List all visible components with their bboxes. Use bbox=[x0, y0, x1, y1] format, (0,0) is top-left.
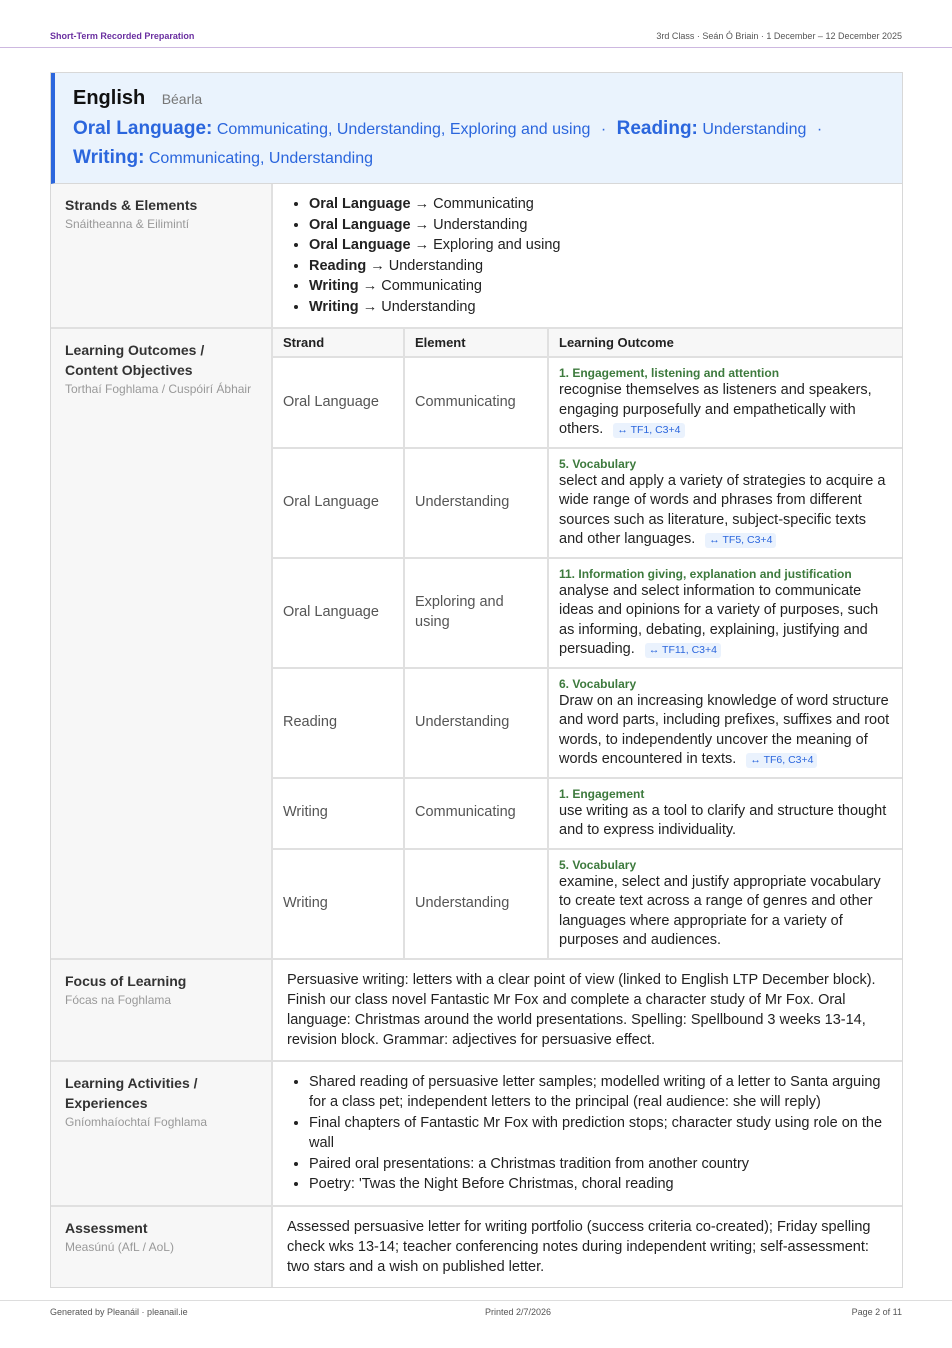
curriculum-link-badge: ↔ TF5, C3+4 bbox=[705, 533, 776, 548]
outcome-cell bbox=[548, 558, 902, 668]
strands-row bbox=[51, 184, 902, 328]
strand-cell: Oral Language bbox=[273, 448, 404, 558]
curriculum-link-badge: ↔ TF11, C3+4 bbox=[645, 643, 721, 658]
table-row bbox=[273, 778, 902, 849]
outcome-cell bbox=[548, 849, 902, 958]
element-cell: Understanding bbox=[404, 448, 548, 558]
element-cell: Communicating bbox=[404, 357, 548, 448]
page-header bbox=[0, 0, 952, 48]
outcome-text: Draw on an increasing knowledge of word structure and word parts, including prefixes, suffixes and root words, to independently uncover the meaning of words encountered in texts. bbox=[559, 692, 890, 767]
outcome-cell bbox=[548, 778, 902, 849]
outcome-title: 1. Engagement, listening and attention bbox=[559, 366, 780, 380]
section-label-irish: Snáitheanna & Eilimintí bbox=[65, 217, 190, 231]
section-label-irish: Fócas na Foghlama bbox=[65, 992, 172, 1007]
list-item: • Poetry: 'Twas the Night Before Christmas, choral reading bbox=[309, 1174, 888, 1195]
strand-element-list bbox=[287, 194, 888, 317]
outcome-cell bbox=[548, 448, 902, 558]
separator: · bbox=[816, 121, 823, 138]
section-label-irish: Torthaí Foghlama / Cuspóirí Ábhair bbox=[65, 382, 252, 396]
section-label: Focus of Learning bbox=[65, 972, 187, 989]
section-label: Strands & Elements bbox=[65, 197, 198, 213]
strand-cell: Oral Language bbox=[273, 558, 404, 668]
table-row bbox=[273, 849, 902, 958]
element-cell: Communicating bbox=[404, 778, 548, 849]
subject-header bbox=[51, 73, 902, 184]
list-item: • Shared reading of persuasive letter samples; modelled writing of a letter to Santa arguing for a class pet; independent letters to the principal (real audience: she will reply) bbox=[309, 1072, 888, 1113]
learning-outcomes-table bbox=[273, 329, 902, 958]
column-header-strand: Strand bbox=[273, 329, 404, 357]
section-label: Assessment bbox=[65, 1219, 148, 1236]
assessment-row bbox=[51, 1206, 902, 1287]
focus-text: Persuasive writing: letters with a clear point of view (linked to English LTP December block). Finish our class novel Fantastic Mr Fox and complete a character study of Mr Fox. Oral language: Christmas around the world presentations. Spelling: Spellbound 3 weeks 13-14, revision block. Grammar: adjectives for persuasive effect. bbox=[272, 959, 902, 1061]
strand-elements: Communicating, Understanding, Exploring and using bbox=[216, 121, 591, 138]
element-cell: Understanding bbox=[404, 849, 548, 958]
curriculum-link-badge: ↔ TF6, C3+4 bbox=[746, 753, 817, 768]
list-item: • Final chapters of Fantastic Mr Fox with prediction stops; character study using role on the wall bbox=[309, 1113, 888, 1154]
table-row bbox=[273, 448, 902, 558]
activities-row bbox=[51, 1061, 902, 1206]
list-item: • Writing → Understanding bbox=[309, 297, 888, 318]
section-label-irish: Measúnú (AfL / AoL) bbox=[65, 1239, 174, 1254]
outcome-title: 11. Information giving, explanation and justification bbox=[559, 566, 852, 581]
strand-elements: Understanding bbox=[702, 121, 807, 138]
strand-name: Oral Language: bbox=[73, 118, 213, 139]
column-header-element: Element bbox=[404, 329, 548, 357]
generated-by: Generated by Pleanáil · pleanail.ie bbox=[50, 1307, 188, 1317]
page-footer bbox=[0, 1300, 952, 1317]
section-label: Learning Activities / Experiences bbox=[65, 1074, 198, 1111]
strand-cell: Writing bbox=[273, 778, 404, 849]
strand-cell: Writing bbox=[273, 849, 404, 958]
outcomes-row bbox=[51, 328, 902, 959]
focus-row bbox=[51, 959, 902, 1061]
outcome-cell bbox=[548, 357, 902, 448]
subject-title-irish: Béarla bbox=[161, 91, 203, 107]
outcome-text: examine, select and justify appropriate vocabulary to create text across a range of genres and other languages where appropriate for a variety of purposes and audiences. bbox=[559, 873, 881, 948]
activities-list bbox=[287, 1072, 888, 1195]
curriculum-link-badge: ↔ TF1, C3+4 bbox=[613, 423, 684, 438]
assessment-text: Assessed persuasive letter for writing portfolio (success criteria co-created); Friday spelling check wks 13-14; teacher conferencing notes during independent writing; self-assessment: two stars and a wish on published letter. bbox=[272, 1206, 902, 1287]
outcome-text: analyse and select information to communicate ideas and opinions for a variety of purposes, such as informing, debating, explaining, justifying and persuading. bbox=[559, 582, 879, 657]
strand-elements: Communicating, Understanding bbox=[148, 150, 373, 167]
strand-summary bbox=[73, 115, 884, 173]
list-item: • Oral Language → Communicating bbox=[309, 194, 888, 215]
list-item: • Oral Language → Exploring and using bbox=[309, 235, 888, 256]
outcome-text: recognise themselves as listeners and speakers, engaging purposefully and empathetically with others. bbox=[559, 382, 872, 437]
strand-name: Reading: bbox=[616, 118, 698, 139]
outcome-text: select and apply a variety of strategies to acquire a wide range of words and phrases from different sources such as literature, subject-specific texts and other languages. bbox=[559, 472, 886, 547]
document-type: Short-Term Recorded Preparation bbox=[50, 31, 195, 41]
outcome-title: 5. Vocabulary bbox=[559, 456, 637, 471]
subject-card bbox=[50, 72, 903, 1288]
list-item: • Writing → Communicating bbox=[309, 276, 888, 297]
outcome-cell bbox=[548, 668, 902, 778]
class-teacher-dates: 3rd Class · Seán Ó Briain · 1 December – 12 December 2025 bbox=[656, 31, 902, 41]
strand-name: Writing: bbox=[73, 147, 145, 168]
outcome-title: 5. Vocabulary bbox=[559, 857, 637, 872]
separator: · bbox=[600, 121, 607, 138]
printed-date: Printed 2/7/2026 bbox=[485, 1307, 552, 1317]
outcome-title: 1. Engagement bbox=[559, 786, 645, 801]
table-row bbox=[273, 357, 902, 448]
strand-cell: Oral Language bbox=[273, 357, 404, 448]
element-cell: Understanding bbox=[404, 668, 548, 778]
planning-table bbox=[51, 184, 902, 1287]
list-item: • Reading → Understanding bbox=[309, 256, 888, 277]
column-header-outcome: Learning Outcome bbox=[548, 329, 902, 357]
list-item: • Oral Language → Understanding bbox=[309, 215, 888, 236]
section-label-irish: Gníomhaíochtaí Foghlama bbox=[65, 1114, 208, 1129]
table-row bbox=[273, 668, 902, 778]
outcome-title: 6. Vocabulary bbox=[559, 676, 637, 691]
subject-title: English bbox=[73, 87, 146, 109]
strand-cell: Reading bbox=[273, 668, 404, 778]
outcome-text: use writing as a tool to clarify and structure thought and to express individuality. bbox=[559, 802, 887, 838]
section-label: Learning Outcomes / Content Objectives bbox=[65, 342, 205, 378]
list-item: • Paired oral presentations: a Christmas tradition from another country bbox=[309, 1154, 888, 1175]
page-number: Page 2 of 11 bbox=[851, 1307, 902, 1317]
table-row bbox=[273, 558, 902, 668]
element-cell: Exploring and using bbox=[404, 558, 548, 668]
